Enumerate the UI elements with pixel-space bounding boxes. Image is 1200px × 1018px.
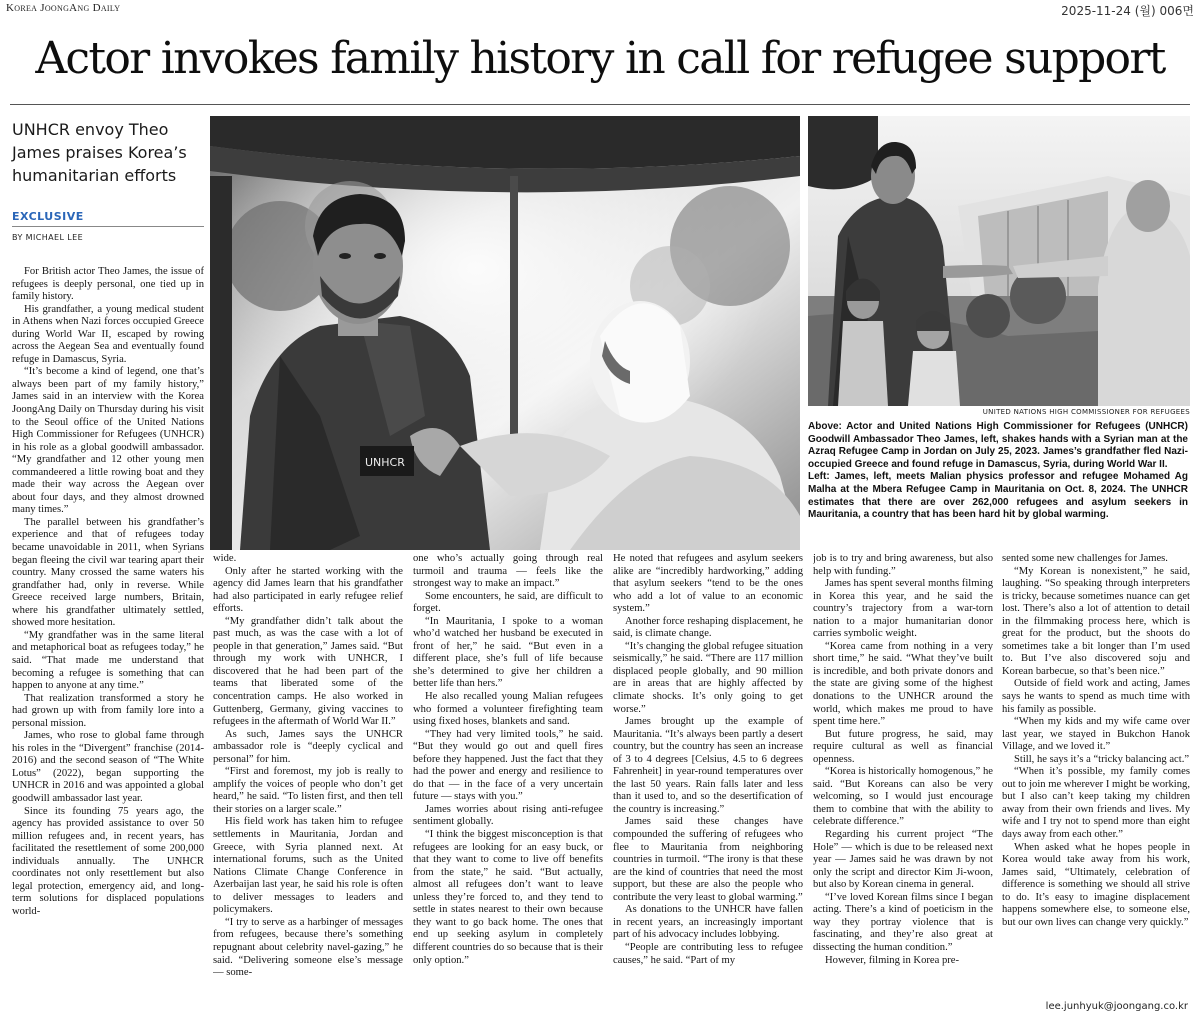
article-paragraph: As donations to the UNHCR have fallen in recent years, an increasingly important part of his advocacy includes lobbying.	[613, 904, 803, 941]
section-rule	[12, 226, 204, 227]
article-paragraph: “Korea came from nothing in a very short time,” he said. “What they’ve built is incredible, and both private donors and the state are giving some of the highest donations to the UNHCR around the world, which makes me proud to have spent time here.”	[813, 640, 993, 728]
article-column-5	[813, 553, 993, 1013]
article-paragraph: “It’s changing the global refugee situation seismically,” he said. “There are 117 million displaced people globally, and 90 million are in areas that are highly affected by climate shocks. It’s only going to get worse.”	[613, 640, 803, 715]
article-paragraph: His field work has taken him to refugee settlements in Mauritania, Jordan and Greece, with Syria planned next. At international forums, such as the United Nations Climate Change Conference in Azerbaijan last year, he said his role is often to deliver messages to leaders and policymakers.	[213, 816, 403, 916]
main-photo	[210, 116, 800, 550]
article-column-6	[1002, 553, 1190, 1001]
article-column-4	[613, 553, 803, 1013]
article-paragraph: He noted that refugees and asylum seekers alike are “incredibly hardworking,” adding that asylum seekers “tend to be the ones who add a lot of value to an economic system.”	[613, 553, 803, 615]
article-column-3	[413, 553, 603, 1013]
article-paragraph: one who’s actually going through real turmoil and trauma — feels like the strongest way to make an impact.”	[413, 553, 603, 590]
article-paragraph: James brought up the example of Mauritania. “It’s always been partly a desert country, but the country has seen an increase of 3 to 4 degrees [Celsius, 4.5 to 6 degrees Fahrenheit] in year-round temperatures over the last 50 years. Rain falls later and less than it used to, and so the desertification of the country is increasing.”	[613, 716, 803, 815]
caption-left: Left: James, left, meets Malian physics professor and refugee Mohamed Ag Malha at the Mbera Refugee Camp in Mauritania on Oct. 8, 2024. The UNHCR estimates that there are over 262,000 refugees and asylum seekers in Mauritania, a country that has been hard hit by global warming.	[808, 471, 1188, 521]
article-paragraph: James has spent several months filming in Korea this year, and he said the country’s trajectory from a war-torn nation to a major humanitarian donor carries symbolic weight.	[813, 578, 993, 640]
photo-credit: UNITED NATIONS HIGH COMMISSIONER FOR REFUGEES	[982, 408, 1190, 416]
article-paragraph: sented some new challenges for James.	[1002, 553, 1168, 564]
article-paragraph: Only after he started working with the agency did James learn that his grandfather had also participated in early refugee relief efforts.	[213, 565, 403, 615]
article-paragraph: “I’ve loved Korean films since I began acting. There’s a kind of poeticism in the way they portray violence that is fascinating, and they’re also great at dissecting the human condition.”	[813, 891, 993, 953]
article-paragraph: “In Mauritania, I spoke to a woman who’d watched her husband be executed in front of her,” he said. “But even in a different place, she’s full of life because she’s determined to give her children a better life than hers.”	[413, 615, 603, 690]
article-paragraph: “I think the biggest misconception is that refugees are looking for an easy buck, or that they want to come to live off benefits from the state,” he said. “But actually, almost all refugees don’t want to leave unless they’re forced to, and they tend to settle in states nearest to their own because they want to go back home. The ones that end up seeking asylum in completely different countries do so because that is their only option.”	[413, 829, 603, 966]
article-paragraph: Still, he says it’s a “tricky balancing act.”	[1014, 753, 1190, 765]
article-column-2	[213, 553, 403, 1013]
secondary-photo	[808, 116, 1190, 406]
article-column-1	[12, 266, 204, 1011]
article-paragraph: For British actor Theo James, the issue of refugees is deeply personal, one tied up in family history.	[12, 266, 204, 303]
article-paragraph: His grandfather, a young medical student in Athens when Nazi forces occupied Greece during World War II, escaped by rowing across the Aegean Sea and eventually found refuge in Damascus, Syria.	[12, 303, 204, 365]
article-paragraph: But future progress, he said, may require cultural as well as financial openness.	[813, 728, 993, 765]
article-paragraph: James said these changes have compounded the suffering of refugees who flee to Mauritania from neighboring countries in turmoil. “The irony is that these are the kind of countries that need the most support, but these are also the people who contribute the very least to global warming.”	[613, 816, 803, 903]
vest-label: UNHCR	[365, 456, 405, 469]
subhead: UNHCR envoy Theo James praises Korea’s humanitarian efforts	[12, 120, 187, 185]
headline: Actor invokes family history in call for refugee support	[35, 33, 1165, 84]
article-paragraph: “I try to serve as a harbinger of messages from refugees, because there’s something repugnant about celebrity navel-gazing,” he said. “Delivering someone else’s message — some-	[213, 916, 403, 979]
newspaper-name: Korea JoongAng Daily	[6, 2, 121, 14]
article-paragraph: job is to try and bring awareness, but also help with funding.”	[813, 553, 993, 577]
article-paragraph: “My Korean is nonexistent,” he said, laughing. “So speaking through interpreters is tricky, because sometimes nuance can get lost. There’s also a lot of attention to detail in the filmmaking process here, which is great for the product, but the shoots do sometimes take a bit longer than I’m used to. But I’ve also discovered soju and Korean barbecue, so that’s been nice.”	[1002, 565, 1190, 677]
photo-caption	[808, 421, 1188, 522]
date-page-label: 2025-11-24 (월) 006면	[1061, 4, 1194, 18]
caption-above: Above: Actor and United Nations High Commissioner for Refugees (UNHCR) Goodwill Ambassador Theo James, left, shakes hands with a Syrian man at the Azraq Refugee Camp in Jordan on July 25, 2023. James’s grandfather fled Nazi-occupied Greece and found refuge in Damascus, Syria, during World War II.	[808, 421, 1188, 470]
photo-theo-james-with-refugee	[210, 116, 800, 550]
article-paragraph: “First and foremost, my job is really to amplify the voices of people who don’t get heard,” he said. “To listen first, and then tell their stories on a larger scale.”	[213, 766, 403, 815]
article-paragraph: Some encounters, he said, are difficult to forget.	[413, 590, 603, 615]
article-paragraph: James worries about rising anti-refugee sentiment globally.	[413, 803, 603, 828]
article-paragraph: Since its founding 75 years ago, the agency has provided assistance to over 50 million refugees and, in recent years, has facilitated the resettlement of some 200,000 individuals annually. The UNHCR coordinates not only resettlement but also legal protection, emergency aid, and long-term solutions for displaced populations world-	[12, 805, 204, 917]
headline-rule	[10, 104, 1190, 105]
section-label: EXCLUSIVE	[12, 210, 84, 223]
byline: BY MICHAEL LEE	[12, 233, 84, 242]
article-paragraph: “When my kids and my wife came over last year, we stayed in Bukchon Hanok Village, and we loved it.”	[1002, 716, 1190, 753]
article-paragraph: When asked what he hopes people in Korea would take away from his work, James said, “Ultimately, celebration of difference is something we should all strive to do. It’s easy to imagine displacement happens somewhere else, to someone else, but our own lives can change very quickly.”	[1002, 841, 1190, 928]
article-paragraph: “They had very limited tools,” he said. “But they would go out and quell fires before they happened. Just the fact that they had the power and energy and resilience to do that — in the face of a very uncertain future — stays with you.”	[413, 728, 603, 803]
article-paragraph: Another force reshaping displacement, he said, is climate change.	[613, 615, 803, 640]
article-paragraph: “When it’s possible, my family comes out to join me wherever I might be working, but I also can’t keep taking my children away from their own friends and lives. My wife and I try not to spend more than eight days away from each other.”	[1002, 766, 1190, 841]
article-paragraph: “Korea is historically homogenous,” he said. “But Koreans can also be very welcoming, so I would just encourage them to combine that with the ability to celebrate difference.”	[813, 766, 993, 828]
article-paragraph: Outside of field work and acting, James says he wants to spend as much time with his family as possible.	[1002, 678, 1190, 715]
article-paragraph: The parallel between his grandfather’s experience and that of refugees today became unavoidable in 2011, when Syrians began fleeing the civil war tearing apart their country. Many crossed the same waters his grandfather had, only in reverse. While Greece received large numbers, Britain, where his grandfather ultimately settled, showed more hesitation.	[12, 516, 204, 629]
article-paragraph: Regarding his current project “The Hole” — which is due to be released next year — James said he was drawn by not only the script and director Kim Ji-woon, but also by Korean cinema in general.	[813, 829, 993, 891]
article-paragraph: As such, James says the UNHCR ambassador role is “deeply cyclical and personal” for him.	[213, 728, 403, 765]
article-paragraph: He also recalled young Malian refugees who formed a volunteer firefighting team using fixed hoses, blankets and sand.	[413, 691, 603, 728]
photo-handshake-refugee-camp	[808, 116, 1190, 406]
article-paragraph: wide.	[213, 553, 237, 564]
article-paragraph: “My grandfather was in the same literal and metaphorical boat as refugees today,” he said. “That made me understand that becoming a refugee is something that can happen to anyone at any time.”	[12, 629, 204, 692]
article-paragraph: James, who rose to global fame through his roles in the “Divergent” franchise (2014-2016) and the second season of “The White Lotus” (2022), began supporting the UNHCR in 2016 and was appointed a global goodwill ambassador last year.	[12, 730, 204, 804]
article-paragraph: “My grandfather didn’t talk about the past much, as was the case with a lot of people in that generation,” James said. “But through my work with UNHCR, I discovered that he had been part of the teams that liberated some of the concentration camps. He also worked in Guttenberg, Germany, giving vaccines to refugees in the aftermath of World War II.”	[213, 615, 403, 728]
article-paragraph: However, filming in Korea pre-	[825, 954, 960, 966]
author-email: lee.junhyuk@joongang.co.kr	[1045, 1001, 1188, 1012]
article-paragraph: “People are contributing less to refugee causes,” he said. “Part of my	[613, 941, 803, 966]
article-paragraph: That realization transformed a story he had grown up with from family lore into a personal mission.	[12, 692, 204, 729]
article-paragraph: “It’s become a kind of legend, one that’s always been part of my family history,” James said in an interview with the Korea JoongAng Daily on Thursday during his visit to the Seoul office of the United Nations High Commissioner for Refugees (UNHCR) in his role as a global goodwill ambassador. “My grandfather and 12 other young men commandeered a little rowing boat and they made their way across the Aegean over about four days, and they almost drowned many times.”	[12, 366, 204, 516]
